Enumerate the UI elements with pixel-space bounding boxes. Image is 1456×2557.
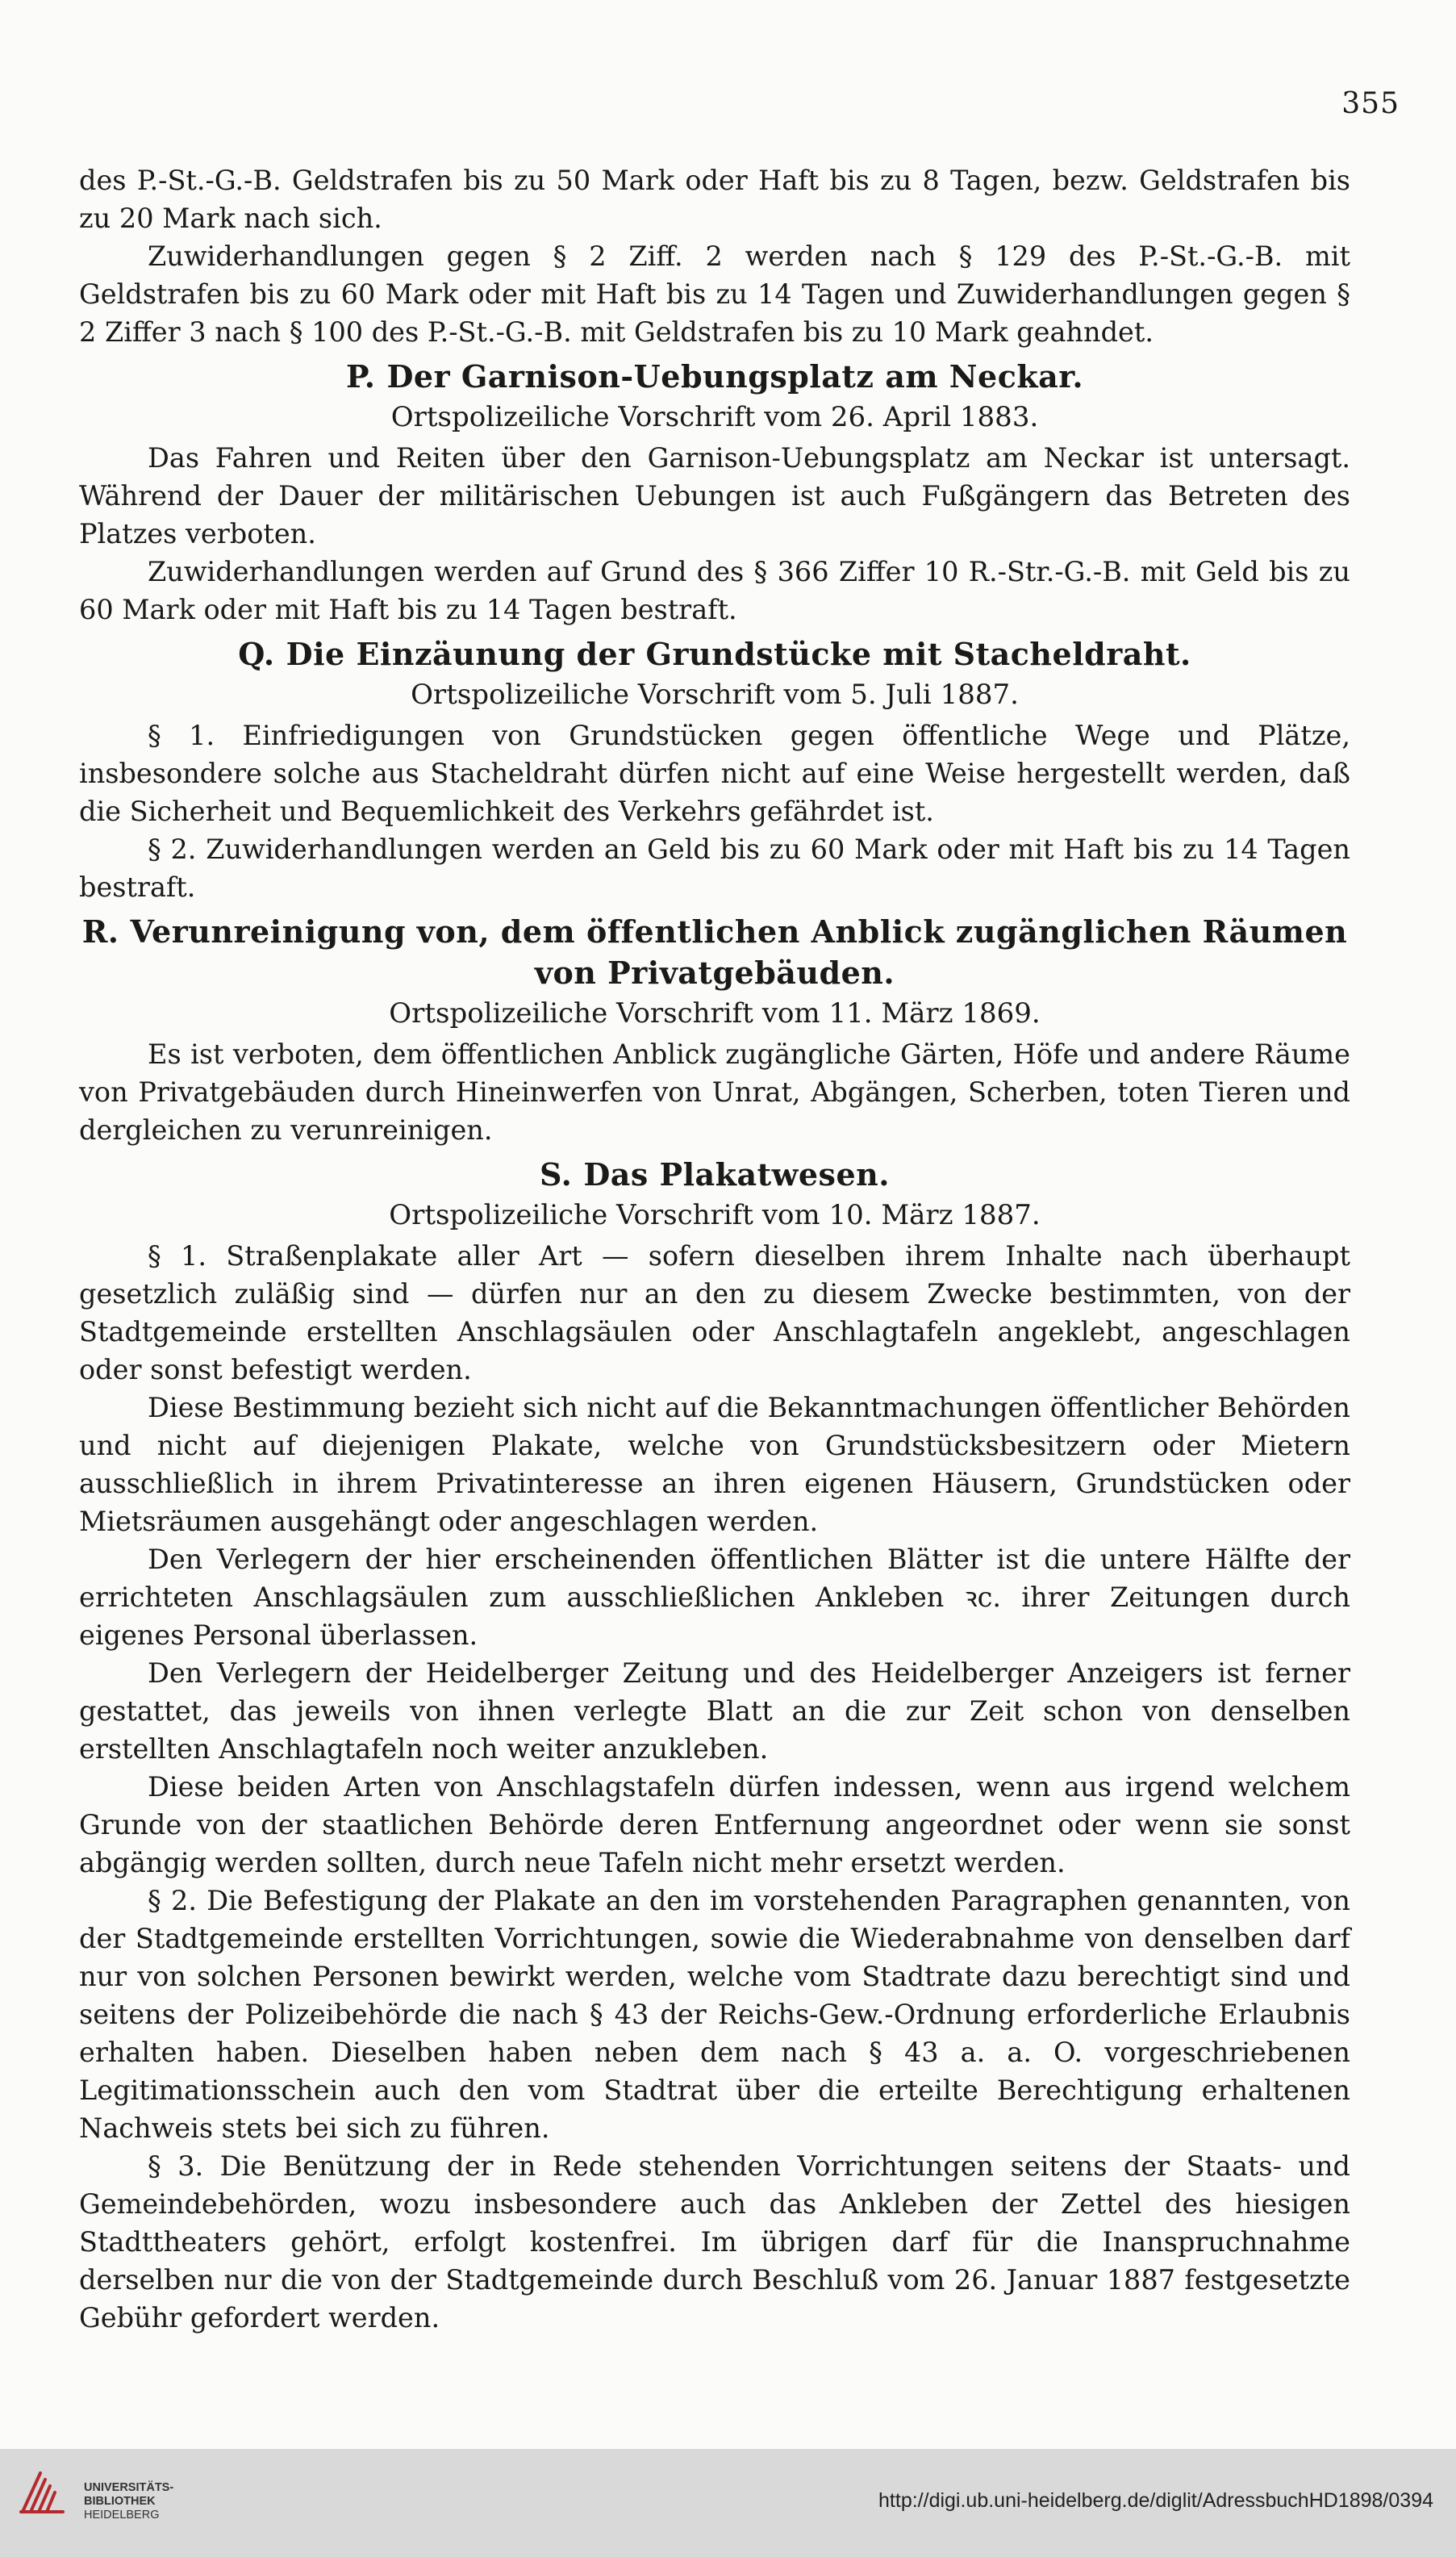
section-p-title: Der Garnison-Uebungsplatz am Neckar. [386,358,1084,395]
section-q-paragraph: § 1. Einfriedigungen von Grundstücken gegen öffentliche Wege und Plätze, insbesondere solche aus Stacheldraht dürfen nicht auf eine Weise hergestellt werden, daß die Sicherheit und Bequemlichkeit des Verkehrs gefährdet ist. [79,720,1350,827]
section-q-paragraph: § 2. Zuwiderhandlungen werden an Geld bis zu 60 Mark oder mit Haft bis zu 14 Tagen bestraft. [79,834,1350,903]
section-s-subtitle: Ortspolizeiliche Vorschrift vom 10. März 1887. [389,1199,1041,1231]
section-q-title: Die Einzäunung der Grundstücke mit Stacheldraht. [286,636,1191,672]
library-name-line: UNIVERSITÄTS- [84,2481,174,2494]
section-q-letter: Q. [238,636,275,672]
section-p-subtitle: Ortspolizeiliche Vorschrift vom 26. April 1883. [390,401,1039,433]
section-s-paragraph: Den Verlegern der hier erscheinenden öffentlichen Blätter ist die untere Hälfte der errichteten Anschlagsäulen zum ausschließlichen Ankleben ꝛc. ihrer Zeitungen durch eigenes Personal überlassen. [79,1544,1350,1651]
library-name-line: BIBLIOTHEK [84,2495,156,2508]
library-name-line: HEIDELBERG [84,2509,160,2521]
footer-bar [0,2449,1456,2557]
library-logo-icon [16,2467,68,2518]
section-s-paragraph: Den Verlegern der Heidelberger Zeitung und des Heidelberger Anzeigers ist ferner gestattet, das jeweils von ihnen verlegte Blatt an die zur Zeit schon von denselben erstellten Anschlagtafeln noch weiter anzukleben. [79,1657,1350,1765]
section-p-letter: P. [345,358,376,395]
section-s-paragraph: § 1. Straßenplakate aller Art — sofern dieselben ihrem Inhalte nach überhaupt gesetzlich zuläßig sind — dürfen nur an den zu diesem Zwecke bestimmten, von der Stadtgemeinde erstellten Anschlagsäulen oder Anschlagtafeln angeklebt, angeschlagen oder sonst befestigt werden. [79,1240,1350,1385]
section-r-paragraph: Es ist verboten, dem öffentlichen Anblick zugängliche Gärten, Höfe und andere Räume von Privatgebäuden durch Hineinwerfen von Unrat, Abgängen, Scherben, toten Tieren und dergleichen zu verunreinigen. [79,1038,1350,1146]
section-s-paragraph: § 2. Die Befestigung der Plakate an den im vorstehenden Paragraphen genannten, von der Stadtgemeinde erstellten Vorrichtungen, sowie die Wiederabnahme von denselben darf nur von solchen Personen bewirkt werden, welche vom Stadtrate dazu berechtigt sind und seitens der Polizeibehörde die nach § 43 der Reichs-Gew.-Ordnung erforderliche Erlaubnis erhalten haben. Dieselben haben neben dem nach § 43 a. a. O. vorgeschriebenen Legitimationsschein auch den vom Stadtrat über die erteilte Berechtigung erhaltenen Nachweis stets bei sich zu führen. [79,1885,1350,2144]
intro-paragraph-1: des P.-St.-G.-B. Geldstrafen bis zu 50 Mark oder Haft bis zu 8 Tagen, bezw. Geldstrafen bis zu 20 Mark nach sich. [79,165,1350,234]
section-p-paragraph: Das Fahren und Reiten über den Garnison-Uebungsplatz am Neckar ist untersagt. Während der Dauer der militärischen Uebungen ist auch Fußgängern das Betreten des Platzes verboten. [79,442,1350,549]
section-s-paragraph: Diese Bestimmung bezieht sich nicht auf die Bekanntmachungen öffentlicher Behörden und nicht auf diejenigen Plakate, welche von Grundstücksbesitzern oder Mietern ausschließlich in ihrem Privatinteresse an ihren eigenen Häusern, Grundstücken oder Mietsräumen ausgehängt oder angeschlagen werden. [79,1392,1350,1537]
section-r-subtitle: Ortspolizeiliche Vorschrift vom 11. März 1869. [389,997,1041,1030]
page-body [79,161,1350,2337]
section-s-title: Das Plakatwesen. [583,1156,890,1193]
source-url-link[interactable]: http://digi.ub.uni-heidelberg.de/diglit/AdressbuchHD1898/0394 [878,2489,1433,2512]
section-r-letter: R. [81,913,119,950]
section-q-subtitle: Ortspolizeiliche Vorschrift vom 5. Juli 1887. [411,679,1019,711]
section-q-heading [79,633,1350,675]
section-s-heading [79,1154,1350,1195]
page-number: 355 [1341,87,1400,120]
section-s-paragraph: § 3. Die Benützung der in Rede stehenden Vorrichtungen seitens der Staats- und Gemeindebehörden, wozu insbesondere auch das Ankleben der Zettel des hiesigen Stadttheaters gehört, erfolgt kostenfrei. Im übrigen darf für die Inanspruchnahme derselben nur die von der Stadtgemeinde durch Beschluß vom 26. Januar 1887 festgesetzte Gebühr gefordert werden. [79,2150,1350,2333]
section-r-title: Verunreinigung von, dem öffentlichen Anblick zugänglichen Räumen von Privatgebäuden. [130,913,1348,991]
library-name [84,2481,173,2522]
section-p-paragraph: Zuwiderhandlungen werden auf Grund des § 366 Ziffer 10 R.-Str.-G.-B. mit Geld bis zu 60 Mark oder mit Haft bis zu 14 Tagen bestraft. [79,556,1350,625]
section-s-paragraph: Diese beiden Arten von Anschlagstafeln dürfen indessen, wenn aus irgend welchem Grunde von der staatlichen Behörde deren Entfernung angeordnet oder wenn sie sonst abgängig werden sollten, durch neue Tafeln nicht mehr ersetzt werden. [79,1771,1350,1878]
intro-paragraph-2: Zuwiderhandlungen gegen § 2 Ziff. 2 werden nach § 129 des P.-St.-G.-B. mit Geldstrafen bis zu 60 Mark oder mit Haft bis zu 14 Tagen und Zuwiderhandlungen gegen § 2 Ziffer 3 nach § 100 des P.-St.-G.-B. mit Geldstrafen bis zu 10 Mark geahndet. [79,240,1350,348]
section-s-letter: S. [540,1156,573,1193]
section-p-heading [79,356,1350,397]
section-r-heading [79,911,1350,993]
